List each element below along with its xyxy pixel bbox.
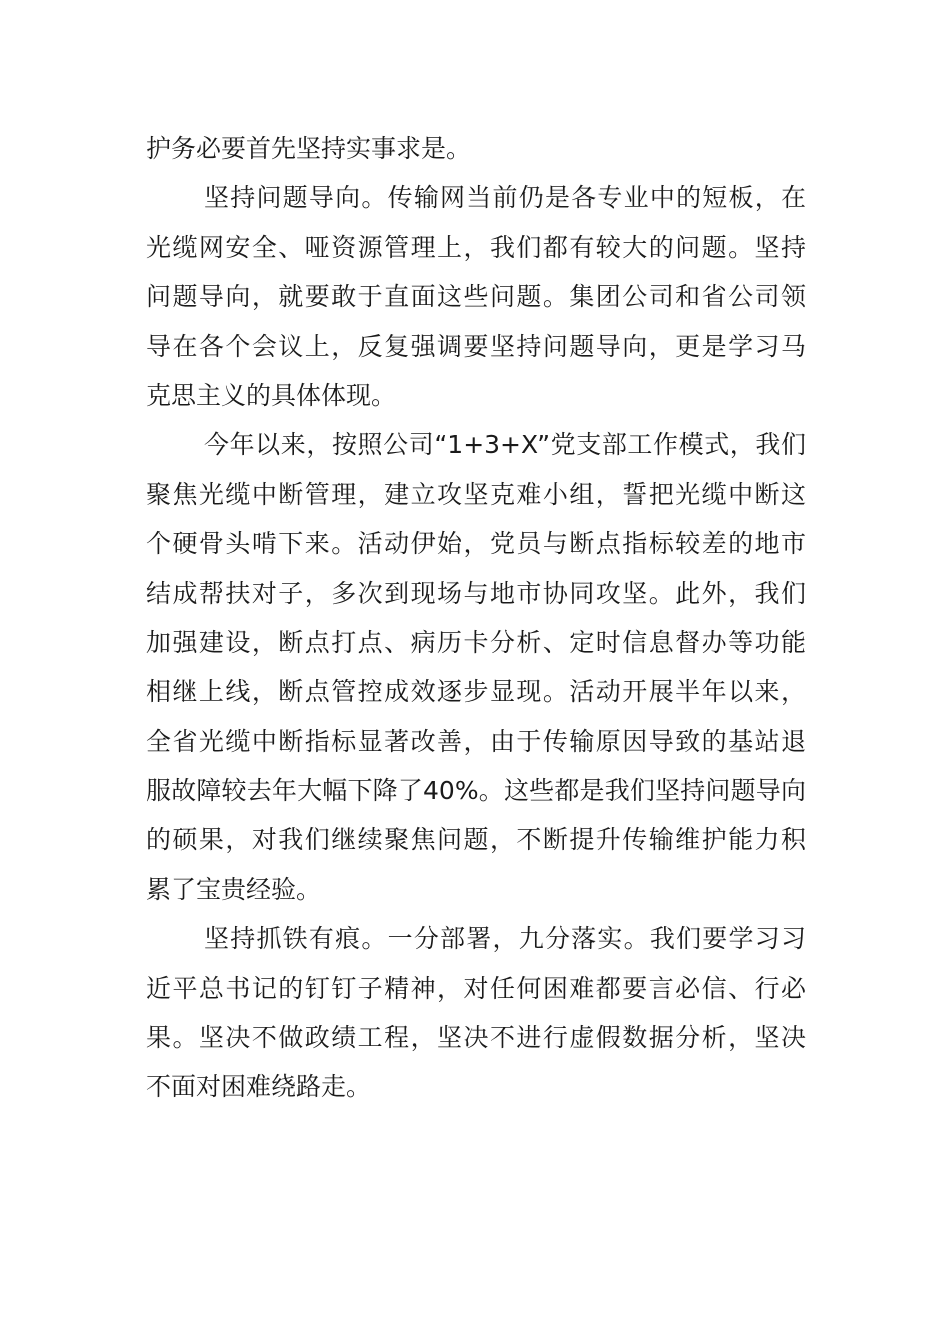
text-line: 问题导向，就要敢于直面这些问题。集团公司和省公司领 [146, 282, 806, 312]
body-text [146, 124, 806, 1112]
paragraph [146, 420, 806, 914]
paragraph [146, 914, 806, 1112]
text-line: 光缆网安全、哑资源管理上，我们都有较大的问题。坚持 [146, 232, 806, 262]
text-line: 相继上线，断点管控成效逐步显现。活动开展半年以来， [146, 677, 806, 707]
text-line: 加强建设，断点打点、病历卡分析、定时信息督办等功能 [146, 627, 806, 657]
text-line: 聚焦光缆中断管理，建立攻坚克难小组，誓把光缆中断这 [146, 479, 806, 509]
text-line: 坚持问题导向。传输网当前仍是各专业中的短板，在 [204, 183, 806, 213]
text-line: 不面对困难绕路走。 [146, 1072, 372, 1102]
text-line: 今年以来，按照公司“1+3+X”党支部工作模式，我们 [204, 430, 806, 460]
text-line: 近平总书记的钉钉子精神，对任何困难都要言必信、行必 [146, 973, 806, 1003]
text-line: 果。坚决不做政绩工程，坚决不进行虚假数据分析，坚决 [146, 1023, 806, 1053]
paragraph [146, 173, 806, 420]
text-line: 全省光缆中断指标显著改善，由于传输原因导致的基站退 [146, 726, 806, 756]
paragraph [146, 124, 806, 173]
text-line: 护务必要首先坚持实事求是。 [146, 134, 472, 163]
text-line: 结成帮扶对子，多次到现场与地市协同攻坚。此外，我们 [146, 578, 806, 608]
text-line: 导在各个会议上，反复强调要坚持问题导向，更是学习马 [146, 331, 806, 361]
text-line: 累了宝贵经验。 [146, 874, 322, 904]
text-line: 的硕果，对我们继续聚焦问题，不断提升传输维护能力积 [146, 825, 806, 855]
text-line: 个硬骨头啃下来。活动伊始，党员与断点指标较差的地市 [146, 529, 806, 559]
text-line: 克思主义的具体体现。 [146, 380, 397, 410]
text-line: 服故障较去年大幅下降了40%。这些都是我们坚持问题导向 [146, 776, 806, 806]
text-line: 坚持抓铁有痕。一分部署，九分落实。我们要学习习 [204, 924, 806, 954]
